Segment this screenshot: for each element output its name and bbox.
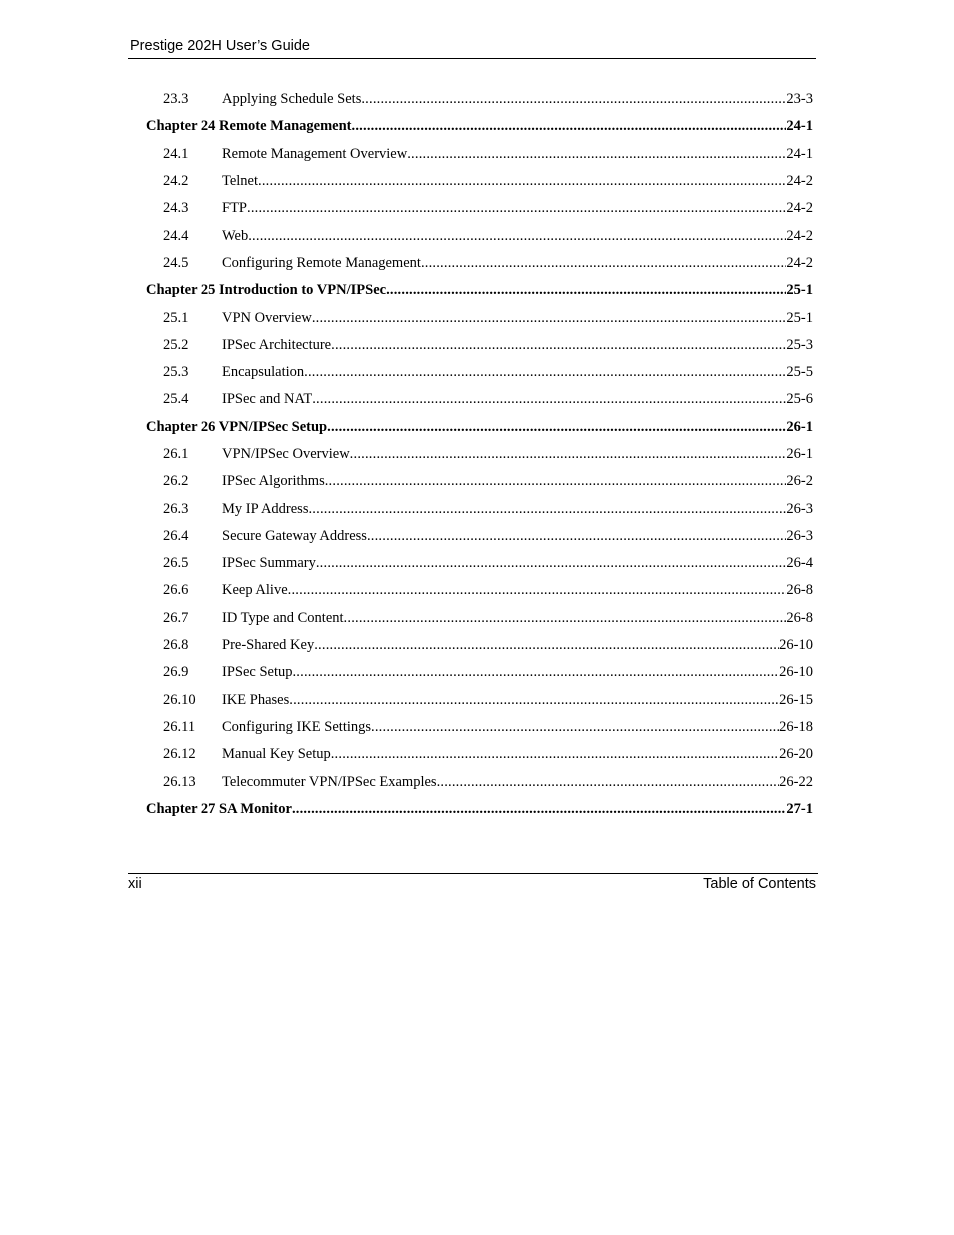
toc-entry-title: Encapsulation xyxy=(222,364,305,381)
toc-section-entry[interactable] xyxy=(146,714,813,741)
toc-title-line xyxy=(222,610,813,627)
toc-title-line xyxy=(222,774,813,791)
toc-section-entry[interactable] xyxy=(146,250,813,277)
toc-title-line xyxy=(222,446,813,463)
toc-entry-title: Chapter 24 Remote Management xyxy=(146,118,352,135)
toc-title-line xyxy=(222,255,813,272)
toc-section-number: 26.1 xyxy=(163,446,189,462)
toc-section-number: 26.2 xyxy=(163,473,189,490)
toc-entry-title: Applying Schedule Sets xyxy=(222,91,362,108)
toc-entry-title: Chapter 26 VPN/IPSec Setup xyxy=(146,418,328,435)
document-title: Prestige 202H User’s Guide xyxy=(130,38,310,54)
toc-title-line xyxy=(222,337,813,354)
toc-section-number: 26.8 xyxy=(163,637,189,654)
toc-section-number: 26.13 xyxy=(163,773,196,790)
toc-section-number: 25.3 xyxy=(163,364,189,381)
toc-page-number: 25-1 xyxy=(786,309,813,326)
toc-section-entry[interactable] xyxy=(146,687,813,714)
toc-entry-title: IPSec Setup xyxy=(222,664,293,681)
toc-section-number: 26.11 xyxy=(163,718,196,735)
toc-section-entry[interactable] xyxy=(146,332,813,359)
toc-chapter-entry[interactable] xyxy=(146,277,813,304)
toc-section-number: 24.2 xyxy=(163,173,189,190)
dot-leader xyxy=(344,610,787,627)
toc-entry-title: ID Type and Content xyxy=(222,609,344,626)
toc-page-number: 24-2 xyxy=(786,254,813,271)
toc-entry-title: Manual Key Setup xyxy=(222,746,331,763)
toc-section-number: 24.1 xyxy=(163,145,189,162)
toc-title-line xyxy=(222,555,813,572)
toc-entry-title: FTP xyxy=(222,200,247,217)
toc-section-entry[interactable] xyxy=(146,304,813,331)
dot-leader xyxy=(350,446,787,463)
toc-page-number: 25-3 xyxy=(786,336,813,353)
toc-title-line xyxy=(222,391,813,408)
toc-section-entry[interactable] xyxy=(146,386,813,413)
toc-page-number: 26-1 xyxy=(786,446,813,462)
toc-section-entry[interactable] xyxy=(146,168,813,195)
page-header xyxy=(128,36,816,59)
toc-entry-title: IPSec Algorithms xyxy=(222,473,325,490)
toc-page-number: 24-2 xyxy=(786,200,813,217)
toc-section-number: 26.3 xyxy=(163,500,189,517)
toc-entry-title: Configuring Remote Management xyxy=(222,254,421,271)
toc-title-line xyxy=(222,364,813,381)
toc-entry-title: Telecommuter VPN/IPSec Examples xyxy=(222,773,437,790)
table-of-contents xyxy=(146,86,813,823)
dot-leader xyxy=(327,419,786,436)
toc-entry-title: Pre-Shared Key xyxy=(222,637,315,654)
dot-leader xyxy=(361,91,786,108)
dot-leader xyxy=(248,228,786,245)
toc-title-line xyxy=(146,118,813,135)
dot-leader xyxy=(331,337,786,354)
page-number: xii xyxy=(128,876,142,892)
toc-section-number: 26.4 xyxy=(163,527,189,544)
toc-title-line xyxy=(146,282,813,299)
toc-title-line xyxy=(222,228,813,245)
toc-section-number: 25.4 xyxy=(163,391,189,408)
dot-leader xyxy=(325,473,787,490)
dot-leader xyxy=(421,255,786,272)
toc-page-number: 25-5 xyxy=(786,364,813,381)
toc-entry-title: Remote Management Overview xyxy=(222,145,408,162)
dot-leader xyxy=(437,774,780,791)
toc-entry-title: My IP Address xyxy=(222,500,309,517)
toc-page-number: 24-1 xyxy=(786,145,813,162)
toc-section-number: 25.1 xyxy=(163,309,189,326)
toc-title-line xyxy=(222,637,813,654)
dot-leader xyxy=(367,528,786,545)
toc-page-number: 26-10 xyxy=(779,664,813,681)
toc-page-number: 25-6 xyxy=(786,391,813,408)
toc-page-number: 24-1 xyxy=(786,118,813,135)
toc-entry-title: Telnet xyxy=(222,173,259,190)
toc-section-entry[interactable] xyxy=(146,495,813,522)
toc-section-number: 25.2 xyxy=(163,336,189,353)
dot-leader xyxy=(407,146,786,163)
toc-section-entry[interactable] xyxy=(146,523,813,550)
toc-entry-title: Web xyxy=(222,227,249,244)
dot-leader xyxy=(289,692,779,709)
toc-title-line xyxy=(222,501,813,518)
toc-page-number: 26-20 xyxy=(779,746,813,763)
toc-page-number: 26-2 xyxy=(786,473,813,490)
toc-section-entry[interactable] xyxy=(146,195,813,222)
toc-section-entry[interactable] xyxy=(146,659,813,686)
toc-section-entry[interactable] xyxy=(146,605,813,632)
toc-section-number: 24.3 xyxy=(163,200,189,217)
toc-section-entry[interactable] xyxy=(146,359,813,386)
toc-title-line xyxy=(222,473,813,490)
dot-leader xyxy=(304,364,786,381)
toc-title-line xyxy=(222,664,813,681)
toc-title-line xyxy=(146,801,813,818)
toc-section-entry[interactable] xyxy=(146,141,813,168)
toc-entry-title: IPSec Architecture xyxy=(222,336,332,353)
toc-section-entry[interactable] xyxy=(146,768,813,795)
toc-section-entry[interactable] xyxy=(146,441,813,468)
toc-section-entry[interactable] xyxy=(146,468,813,495)
dot-leader xyxy=(292,801,786,818)
toc-page-number: 26-8 xyxy=(786,609,813,626)
toc-entry-title: IPSec and NAT xyxy=(222,391,313,408)
dot-leader xyxy=(258,173,786,190)
toc-page-number: 24-2 xyxy=(786,227,813,244)
toc-entry-title: Secure Gateway Address xyxy=(222,527,367,544)
toc-title-line xyxy=(222,310,813,327)
toc-entry-title: Chapter 27 SA Monitor xyxy=(146,800,292,817)
toc-page-number: 26-22 xyxy=(779,773,813,790)
toc-page-number: 27-1 xyxy=(786,800,813,817)
toc-section-number: 24.5 xyxy=(163,254,189,271)
dot-leader xyxy=(331,746,779,763)
footer-section-title: Table of Contents xyxy=(703,876,816,892)
toc-title-line xyxy=(222,200,813,217)
toc-title-line xyxy=(222,528,813,545)
toc-section-number: 26.5 xyxy=(163,555,189,572)
dot-leader xyxy=(386,282,786,299)
toc-title-line xyxy=(222,91,813,108)
toc-title-line xyxy=(222,692,813,709)
toc-section-entry[interactable] xyxy=(146,86,813,113)
toc-title-line xyxy=(222,719,813,736)
dot-leader xyxy=(288,582,787,599)
toc-page-number: 26-3 xyxy=(786,527,813,544)
toc-title-line xyxy=(146,419,813,436)
toc-section-number: 26.10 xyxy=(163,691,196,708)
toc-section-number: 26.9 xyxy=(163,664,189,681)
dot-leader xyxy=(292,664,779,681)
toc-section-entry[interactable] xyxy=(146,632,813,659)
toc-page-number: 26-4 xyxy=(786,555,813,572)
toc-section-number: 26.12 xyxy=(163,746,196,763)
toc-chapter-entry[interactable] xyxy=(146,414,813,441)
toc-section-entry[interactable] xyxy=(146,222,813,249)
toc-section-number: 23.3 xyxy=(163,91,189,108)
toc-section-number: 24.4 xyxy=(163,227,189,244)
dot-leader xyxy=(352,118,787,135)
dot-leader xyxy=(314,637,779,654)
toc-page-number: 26-18 xyxy=(779,718,813,735)
toc-page-number: 26-3 xyxy=(786,500,813,517)
toc-chapter-entry[interactable] xyxy=(146,796,813,823)
toc-page-number: 26-1 xyxy=(786,418,813,435)
toc-page-number: 26-8 xyxy=(786,582,813,599)
dot-leader xyxy=(316,555,787,572)
dot-leader xyxy=(247,200,786,217)
toc-page-number: 23-3 xyxy=(786,91,813,108)
dot-leader xyxy=(371,719,779,736)
toc-title-line xyxy=(222,173,813,190)
dot-leader xyxy=(312,310,787,327)
toc-entry-title: Chapter 25 Introduction to VPN/IPSec xyxy=(146,282,387,299)
toc-entry-title: Configuring IKE Settings xyxy=(222,718,372,735)
page-footer xyxy=(128,873,818,894)
toc-section-number: 26.6 xyxy=(163,582,189,599)
toc-page-number: 24-2 xyxy=(786,173,813,190)
toc-page-number: 26-15 xyxy=(779,691,813,708)
toc-entry-title: VPN/IPSec Overview xyxy=(222,446,350,462)
toc-section-entry[interactable] xyxy=(146,741,813,768)
toc-section-entry[interactable] xyxy=(146,577,813,604)
toc-section-entry[interactable] xyxy=(146,550,813,577)
toc-entry-title: IKE Phases xyxy=(222,691,290,708)
toc-title-line xyxy=(222,746,813,763)
dot-leader xyxy=(308,501,786,518)
toc-title-line xyxy=(222,146,813,163)
toc-entry-title: Keep Alive xyxy=(222,582,288,599)
toc-entry-title: IPSec Summary xyxy=(222,555,316,572)
toc-page-number: 25-1 xyxy=(786,282,813,299)
toc-chapter-entry[interactable] xyxy=(146,113,813,140)
toc-page-number: 26-10 xyxy=(779,637,813,654)
toc-entry-title: VPN Overview xyxy=(222,309,312,326)
dot-leader xyxy=(312,391,786,408)
toc-section-number: 26.7 xyxy=(163,609,189,626)
toc-title-line xyxy=(222,582,813,599)
